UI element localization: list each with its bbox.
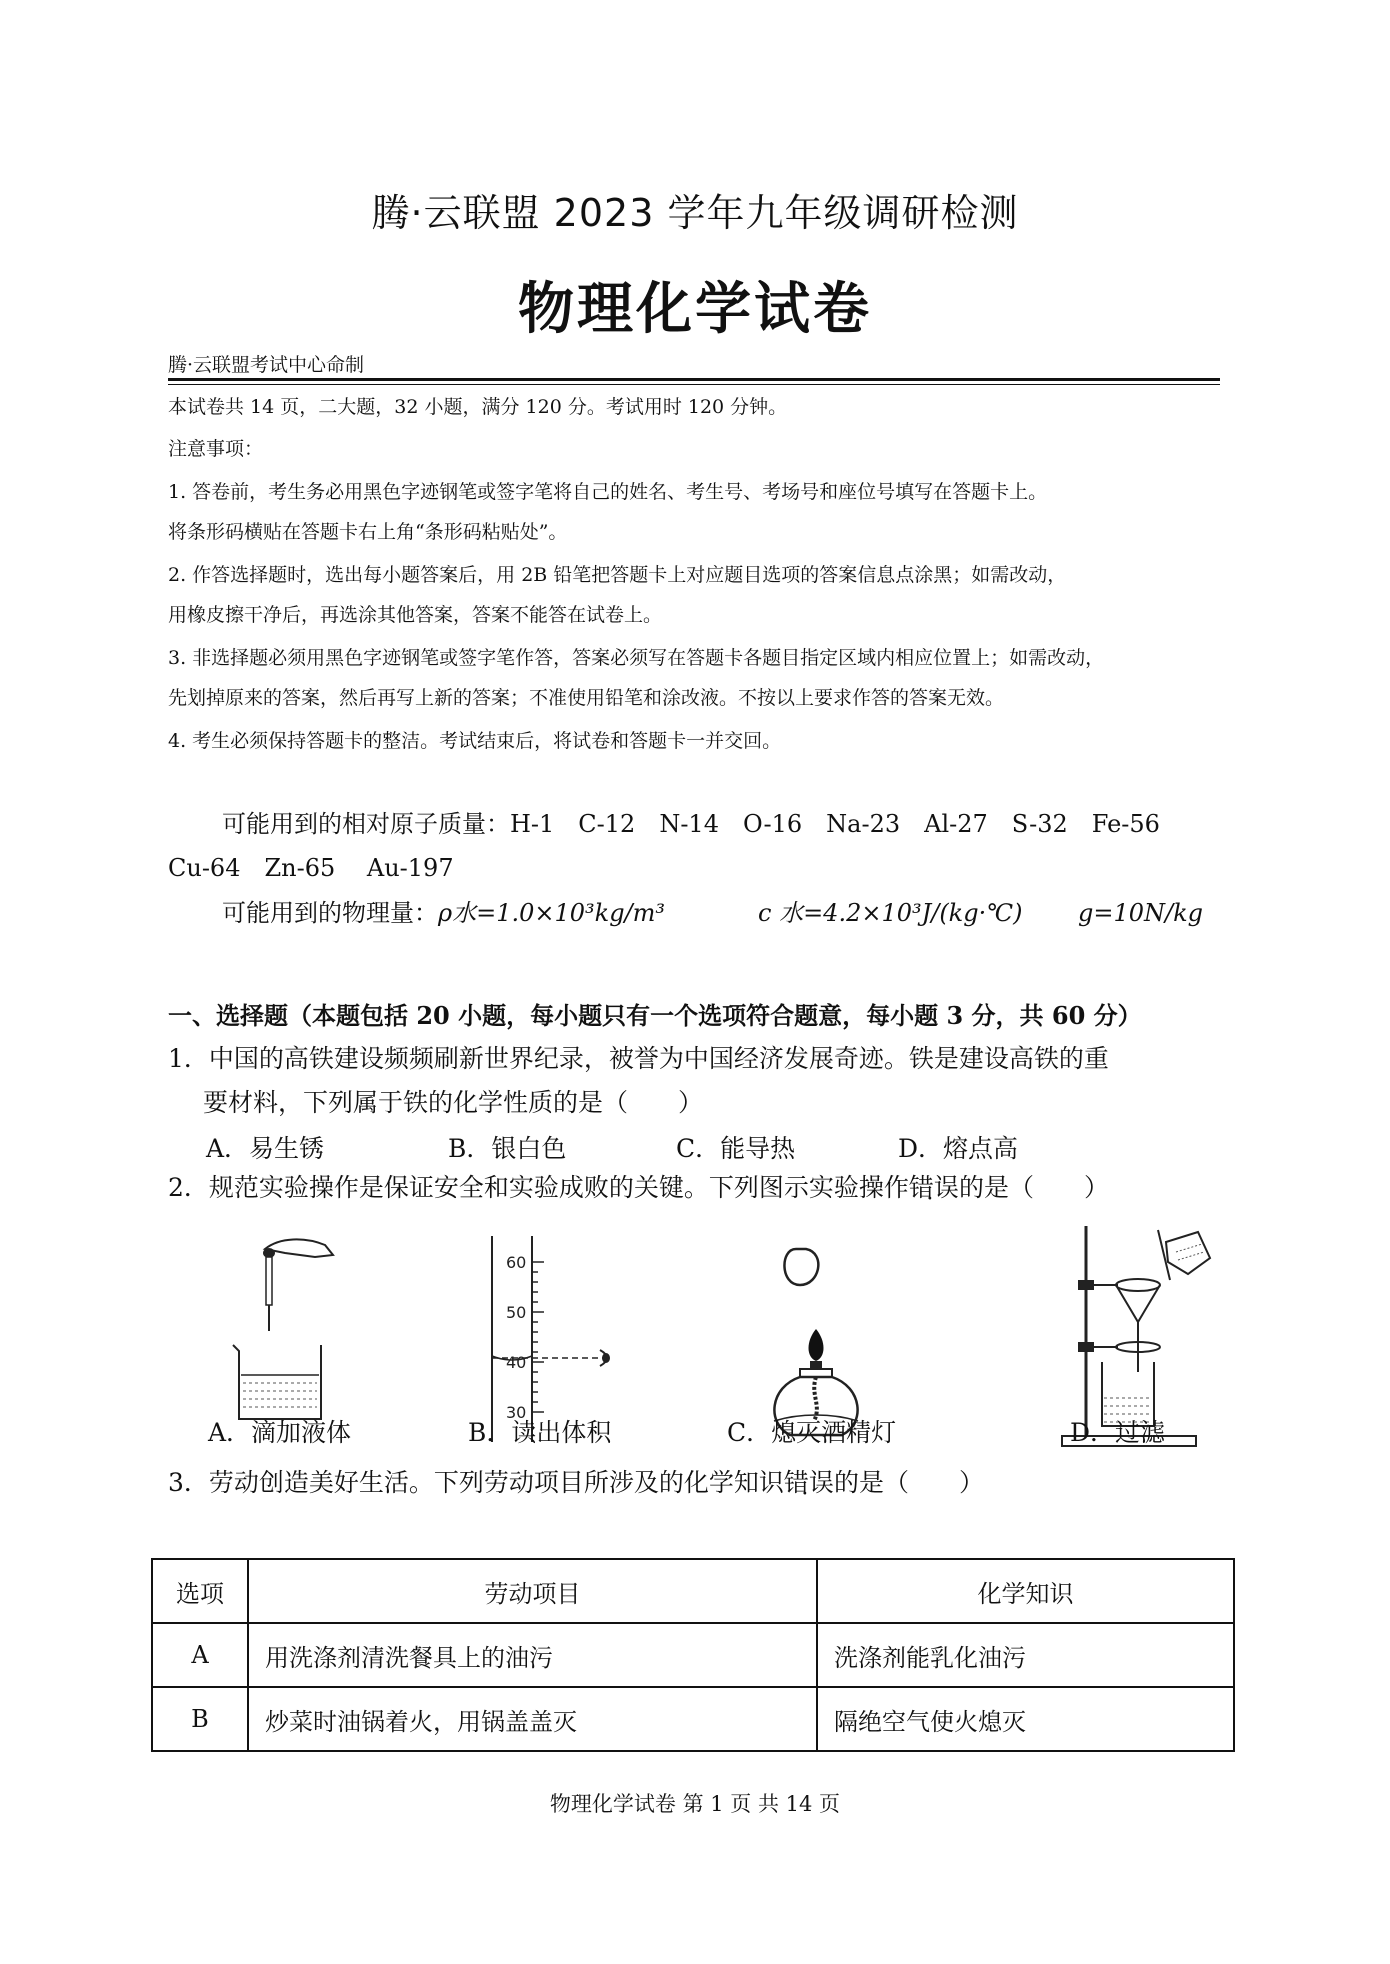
table-cell: B — [152, 1687, 248, 1751]
figure-caption-d: D．过滤 — [1070, 1418, 1166, 1447]
notice-heading: 注意事项： — [168, 438, 264, 460]
notice-line: 1. 答卷前，考生务必用黑色字迹钢笔或签字笔将自己的姓名、考生号、考场号和座位号填写在答题卡上。 — [168, 481, 1048, 503]
question-3 — [168, 1467, 984, 1499]
emphasis-word: 错误 — [783, 1468, 834, 1497]
water-density: ρ水=1.0×10³kg/m³ — [438, 899, 666, 927]
tick-label: 50 — [506, 1303, 527, 1322]
atomic-mass-values-2: Cu-64 Zn-65 Au-197 — [168, 854, 454, 882]
figure-caption-c: C．熄灭酒精灯 — [727, 1418, 897, 1447]
table-row — [152, 1687, 1234, 1751]
exam-summary: 本试卷共 14 页，二大题，32 小题，满分 120 分。考试用时 120 分钟。 — [168, 396, 788, 418]
notice-line: 将条形码横贴在答题卡右上角“条形码粘贴处”。 — [168, 521, 568, 543]
question-2-tail: 的是（ ） — [958, 1173, 1109, 1202]
option-c: C．能导热 — [676, 1134, 796, 1163]
question-3-tail: 的是（ ） — [833, 1468, 984, 1497]
table-cell: 用洗涤剂清洗餐具上的油污 — [248, 1623, 817, 1687]
section-heading: 一、选择题（本题包括 20 小题，每小题只有一个选项符合题意，每小题 3 分，共 60 分） — [168, 1001, 1142, 1030]
header-rule-thin — [168, 384, 1220, 385]
notice-line: 4. 考生必须保持答题卡的整洁。考试结束后，将试卷和答题卡一并交回。 — [168, 730, 782, 752]
maker-line: 腾·云联盟考试中心命制 — [168, 354, 365, 376]
notice-line: 用橡皮擦干净后，再选涂其他答案，答案不能答在试卷上。 — [168, 604, 663, 626]
exam-series-title: 腾·云联盟 2023 学年九年级调研检测 — [371, 191, 1019, 235]
physics-constants-line — [222, 898, 665, 928]
header-rule-thick — [168, 378, 1220, 381]
table-header: 劳动项目 — [248, 1559, 817, 1623]
table-header: 选项 — [152, 1559, 248, 1623]
water-specific-heat: c 水=4.2×10³J/(kg·℃) — [758, 899, 1023, 927]
table-cell: 洗涤剂能乳化油污 — [817, 1623, 1234, 1687]
question-2 — [168, 1172, 1109, 1204]
notice-line: 3. 非选择题必须用黑色字迹钢笔或签字笔作答，答案必须写在答题卡各题目指定区域内相应位置上；如需改动， — [168, 647, 1105, 669]
question-3-text: 3．劳动创造美好生活。下列劳动项目所涉及的化学知识 — [168, 1468, 784, 1497]
dropper-beaker-figure — [225, 1235, 345, 1435]
notice-line: 2. 作答选择题时，选出每小题答案后，用 2B 铅笔把答题卡上对应题目选项的答案信息点涂黑；如需改动， — [168, 564, 1067, 586]
question-1-line-1: 1．中国的高铁建设频频刷新世界纪录，被誉为中国经济发展奇迹。铁是建设高铁的重 — [168, 1044, 1109, 1073]
gravity-constant: g=10N/kg — [1078, 899, 1204, 927]
labor-knowledge-table — [151, 1558, 1235, 1752]
table-header: 化学知识 — [817, 1559, 1234, 1623]
atomic-mass-values: H-1 C-12 N-14 O-16 Na-23 Al-27 S-32 Fe-56 — [510, 810, 1160, 838]
page-footer: 物理化学试卷 第 1 页 共 14 页 — [549, 1792, 841, 1816]
table-cell: A — [152, 1623, 248, 1687]
table-row — [152, 1623, 1234, 1687]
tick-label: 30 — [506, 1403, 527, 1422]
table-header-row — [152, 1559, 1234, 1623]
option-b: B．银白色 — [448, 1134, 567, 1163]
physics-label: 可能用到的物理量： — [222, 899, 438, 927]
page-title: 物理化学试卷 — [518, 277, 872, 342]
emphasis-word: 错误 — [908, 1173, 959, 1202]
figure-caption-a: A．滴加液体 — [208, 1418, 352, 1447]
tick-label: 60 — [506, 1253, 527, 1272]
figure-caption-b: B．读出体积 — [468, 1418, 612, 1447]
tick-label: 40 — [506, 1353, 527, 1372]
table-cell: 隔绝空气使火熄灭 — [817, 1687, 1234, 1751]
graduated-cylinder-figure — [478, 1232, 628, 1442]
question-2-text: 2．规范实验操作是保证安全和实验成败的关键。下列图示实验操作 — [168, 1173, 909, 1202]
option-d: D．熔点高 — [898, 1134, 1019, 1163]
table-cell: 炒菜时油锅着火，用锅盖盖灭 — [248, 1687, 817, 1751]
atomic-mass-line — [222, 809, 1160, 839]
atomic-mass-label: 可能用到的相对原子质量： — [222, 810, 510, 838]
question-1-line-2: 要材料，下列属于铁的化学性质的是（ ） — [203, 1088, 704, 1117]
notice-line: 先划掉原来的答案，然后再写上新的答案；不准使用铅笔和涂改液。不按以上要求作答的答案无效。 — [168, 687, 1005, 709]
option-a: A．易生锈 — [206, 1134, 325, 1163]
